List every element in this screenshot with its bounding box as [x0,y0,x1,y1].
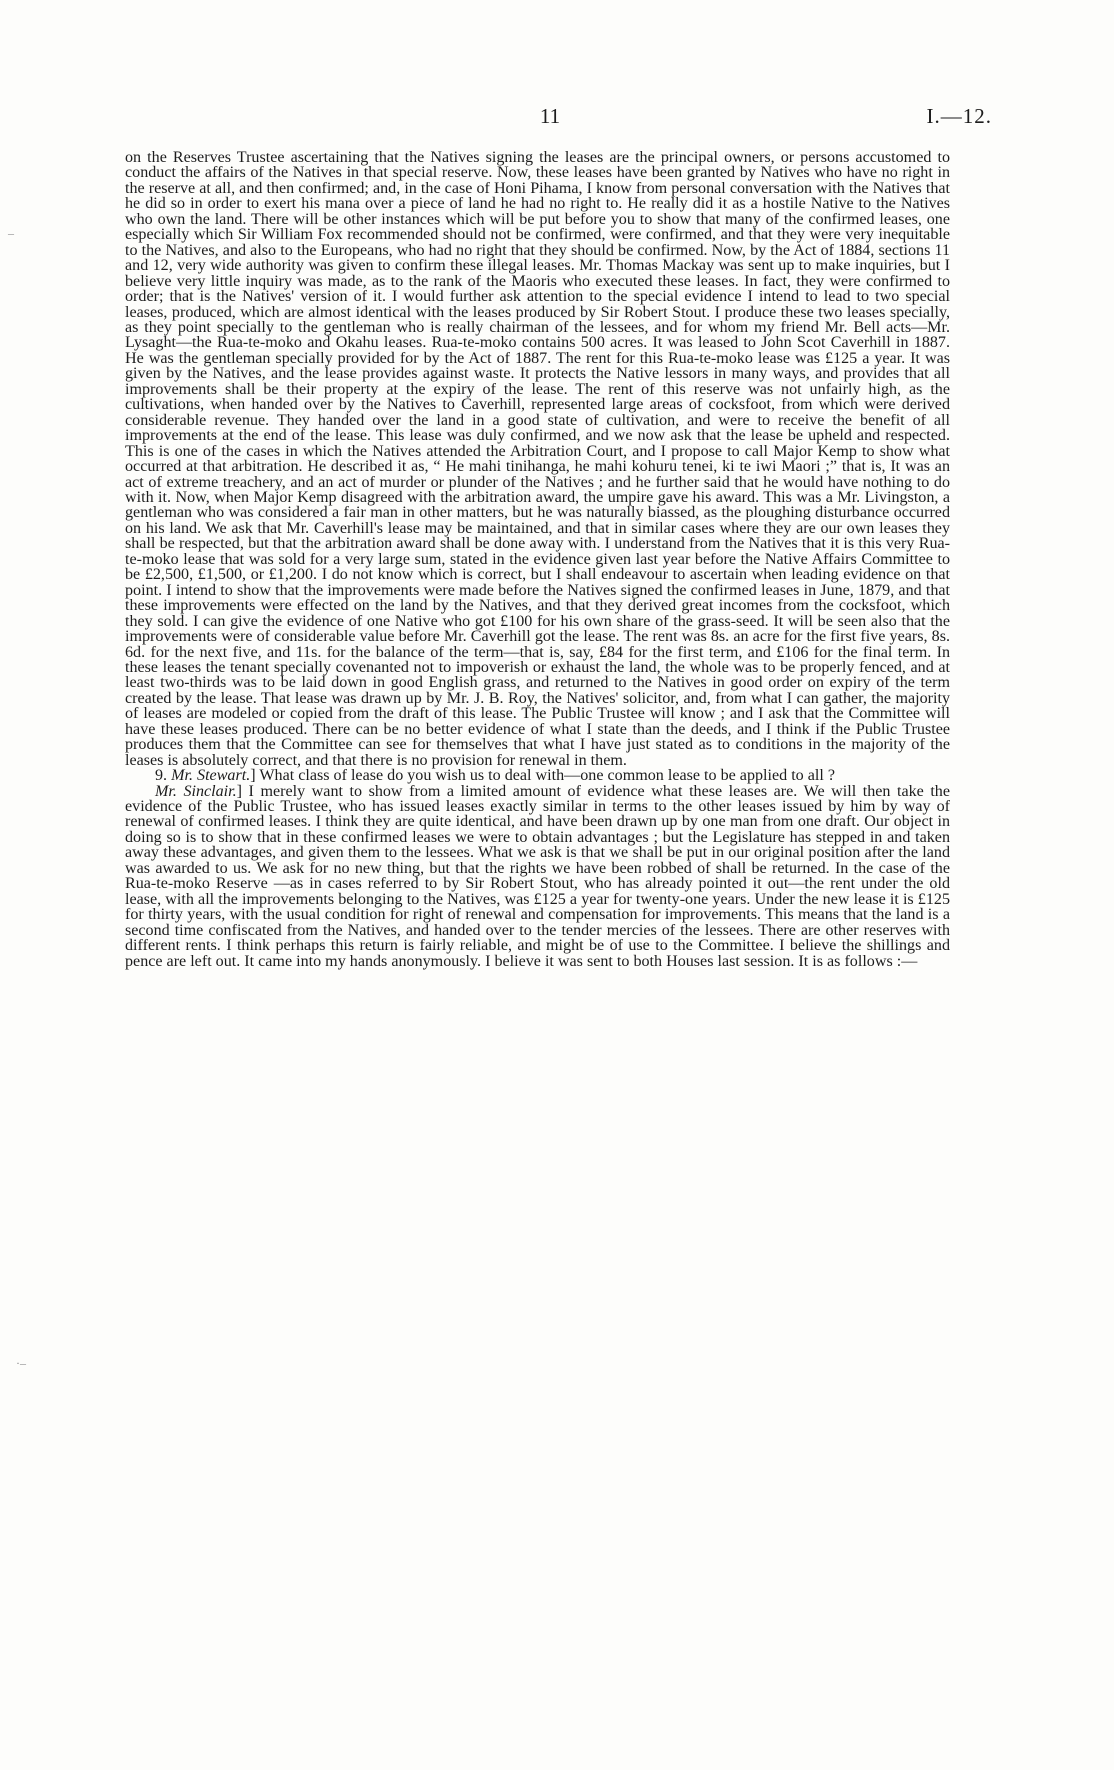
question-9 [125,768,950,783]
paper-reference: I.—12. [926,104,992,128]
question-text: ] What class of lease do you wish us to deal with—one common lease to be applied to all ? [250,767,835,785]
speaker-stewart: Mr. Stewart. [171,767,251,785]
answer-sinclair [125,784,950,969]
paragraph-continued: on the Reserves Trustee ascertaining that the Natives signing the leases are the principal owners, or persons accustomed to conduct the affairs of the Natives in that special reserve. Now, these leases have been granted by Natives who have no right in the reserve at all, and then confirmed; and, in the case of Honi Pihama, I know from personal conversation with the Natives that he did so in order to exert his mana over a piece of land he had no right to. He really did it as a hostile Native to the Natives who own the land. There will be other instances which will be put before you to show that many of the confirmed leases, one especially which Sir William Fox recommended should not be confirmed, were confirmed, and that they were very inequitable to the Natives, and also to the Europeans, who had no right that they should be confirmed. Now, by the Act of 1884, sections 11 and 12, very wide authority was given to confirm these illegal leases. Mr. Thomas Mackay was sent up to make inquiries, but I believe very little inquiry was made, as to the rank of the Maoris who executed these leases. In fact, they were confirmed to order; that is the Natives' version of it. I would further ask attention to the special evidence I intend to lead to two special leases, produced, which are almost identical with the leases produced by Sir Robert Stout. I produce these two leases specially, as they point specially to the gentleman who is really chairman of the lessees, and for whom my friend Mr. Bell acts—Mr. Lysaght—the Rua-te-moko and Okahu leases. Rua-te-moko contains 500 acres. It was leased to John Scot Caverhill in 1887. He was the gentleman specially provided for by the Act of 1887. The rent for this Rua-te-moko lease was £125 a year. It was given by the Natives, and the lease provides against waste. It protects the Native lessors in many ways, and provides that all improvements shall be their property at the expiry of the lease. The rent of this reserve was not unfairly high, as the cultivations, when handed over by the Natives to Caverhill, represented large areas of cocksfoot, from which were derived considerable revenue. They handed over the land in a good state of cultivation, and were to receive the benefit of all improvements at the end of the lease. This lease was duly confirmed, and we now ask that the lease be upheld and respected. This is one of the cases in which the Natives attended the Arbitration Court, and I propose to call Major Kemp to show what occurred at that arbitration. He described it as, “ He mahi tinihanga, he mahi kohuru tenei, ki te iwi Maori ;” that is, It was an act of extreme treachery, and an act of murder or plunder of the Natives ; and he further said that he would have nothing to do with it. Now, when Major Kemp disagreed with the arbitration award, the umpire gave his award. This was a Mr. Livingston, a gentleman who was considered a fair man in other matters, but he was naturally biassed, as the ploughing disturbance occurred on his land. We ask that Mr. Caverhill's lease may be maintained, and that in similar cases where they are our own leases they shall be respected, but that the arbitration award shall be done away with. I understand from the Natives that it is this very Rua-te-moko lease that was sold for a very large sum, stated in the evidence given last year before the Native Affairs Committee to be £2,500, £1,500, or £1,200. I do not know which is correct, but I shall endeavour to ascertain when leading evidence on that point. I intend to show that the improvements were made before the Natives signed the confirmed leases in June, 1879, and that these improvements were effected on the land by the Natives, and that they derived great incomes from the cocksfoot, which they sold. I can give the evidence of one Native who got £100 for his own share of the grass-seed. It will be seen also that the improvements were of considerable value before Mr. Caverhill got the lease. The rent was 8s. an acre for the first five years, 8s. 6d. for the next five, and 11s. for the balance of the term—that is, say, £84 for the first term, and £106 for the final term. In these leases the tenant specially covenanted not to impoverish or exhaust the land, the whole was to be properly fenced, and at least two-thirds was to be laid down in good English grass, and returned to the Natives in good order on expiry of the term created by the lease. That lease was drawn up by Mr. J. B. Roy, the Natives' solicitor, and, from what I can gather, the majority of leases are modeled or copied from the draft of this lease. The Public Trustee will know ; and I ask that the Committee will have these leases produced. There can be no better evidence of what I state than the deeds, and I think if the Public Trustee produces them that the Committee can see for themselves that what I have just stated as to conditions in the majority of the leases is absolutely correct, and that there is no provision for renewal in them. [125,149,950,769]
question-number: 9. [155,767,168,785]
body-text [125,150,950,969]
margin-mark: ·– [16,1356,26,1370]
margin-mark: – [8,226,14,240]
page-number: 11 [539,104,561,128]
answer-text: ] I merely want to show from a limited amount of evidence what these leases are. We will then take the evidence of the Public Trustee, who has issued leases exactly similar in terms to the other leases issued by him by way of renewal of confirmed leases. I think they are quite identical, and have been drawn up by one man from one draft. Our object in doing so is to show that in these confirmed leases we were to obtain advantages ; but the Legislature has stepped in and taken away these advantages, and given them to the lessees. What we ask is that we shall be put in our original position after the land was awarded to us. We ask for no new thing, but that the rights we have been robbed of shall be returned. In the case of the Rua-te-moko Reserve —as in cases referred to by Sir Robert Stout, who has already pointed it out—the rent under the old lease, with all the improvements belonging to the Natives, was £125 a year for twenty-one years. Under the new lease it is £125 for thirty years, with the usual condition for right of renewal and compensation for improvements. This means that the land is a second time confiscated from the Natives, and handed over to the tender mercies of the lessees. There are other reserves with different rents. I think perhaps this return is fairly reliable, and might be of use to the Committee. I believe the shillings and pence are left out. It came into my hands anonymously. I believe it was sent to both Houses last session. It is as follows :— [125,782,950,970]
speaker-sinclair: Mr. Sinclair. [155,782,237,800]
